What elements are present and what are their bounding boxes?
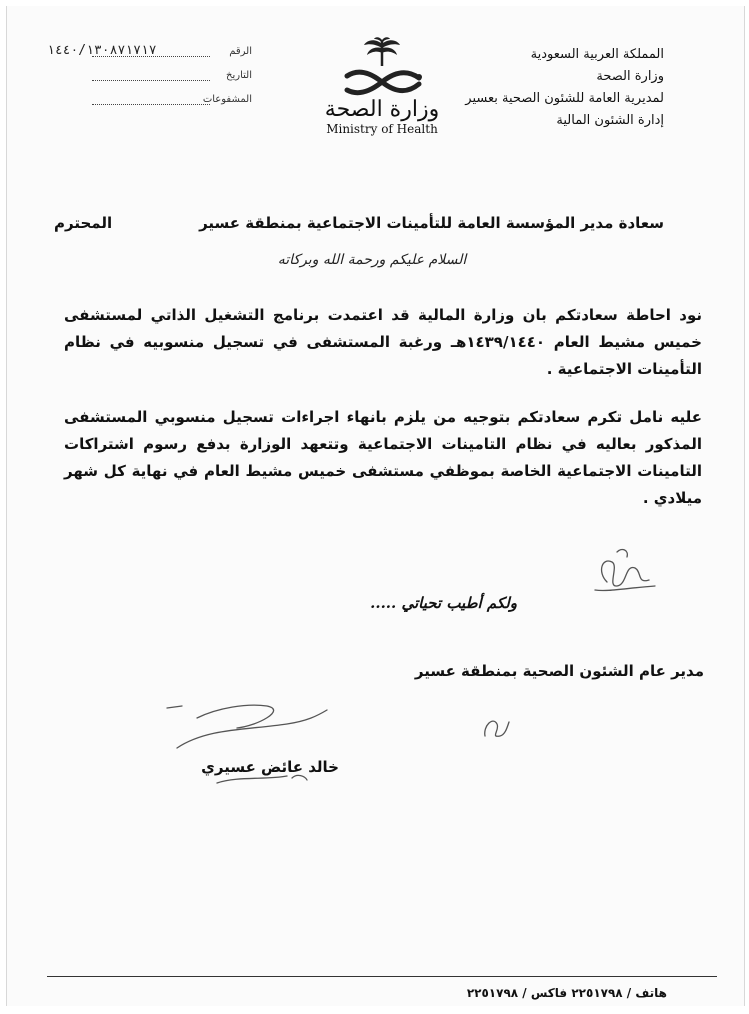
directorate-line: لمديرية العامة للشئون الصحية بعسير — [465, 91, 664, 106]
reference-fields — [47, 43, 252, 118]
palm-swords-emblem-icon — [337, 36, 427, 98]
signatory-name: خالد عائض عسيري — [201, 758, 339, 776]
kingdom-line: المملكة العربية السعودية — [530, 47, 664, 62]
attachments-label: المشفوعات — [202, 94, 252, 105]
ministry-line: وزارة الصحة — [596, 69, 664, 84]
document-page — [6, 6, 745, 1006]
recipient-line — [54, 214, 664, 232]
recipient-name: سعادة مدير المؤسسة العامة للتأمينات الاجتماعية بمنطقة عسير — [199, 214, 664, 232]
signature-icon — [157, 688, 357, 798]
ref-number-row — [47, 43, 252, 70]
date-label: التاريخ — [226, 70, 252, 81]
ref-label: الرقم — [229, 46, 252, 57]
ref-value: ١٤٤٠/١٣٠٨٧١٧١٧ — [47, 43, 157, 58]
logo-english-text: Ministry of Health — [326, 122, 438, 136]
honorific: المحترم — [54, 214, 113, 232]
closing-line: ولكم أطيب تحياتي ..... — [370, 594, 517, 612]
date-row — [47, 70, 252, 94]
footer-contact: هاتف / ٢٢٥١٧٩٨ فاكس / ٢٢٥١٧٩٨ — [466, 986, 667, 1000]
small-initial-icon — [475, 706, 515, 746]
paragraph-2: عليه نامل تكرم سعادتكم بتوجيه من يلزم بانهاء اجراءات تسجيل منسوبي المستشفى المذكور بعاليه في نظام التامينات الاجتماعية وتتعهد الوزارة بدفع رسوم اشتراكات التامينات الاجتماعية الخاصة بموظفي مستشفى خميس مشيط العام في نهاية كل شهر ميلادي . — [64, 408, 702, 507]
ministry-logo — [307, 36, 457, 156]
footer-divider — [47, 976, 717, 977]
signatory-title: مدير عام الشئون الصحية بمنطقة عسير — [414, 662, 704, 680]
attachments-row — [47, 94, 252, 118]
greeting: السلام عليكم ورحمة الله وبركاته — [277, 252, 467, 268]
department-line: إدارة الشئون المالية — [556, 113, 664, 128]
paragraph-1: نود احاطة سعادتكم بان وزارة المالية قد اعتمدت برنامج التشغيل الذاتي لمستشفى خميس مشيط العام ١٤٣٩/١٤٤٠هـ ورغبة المستشفى في تسجيل منسوبيه في نظام التأمينات الاجتماعية . — [64, 306, 702, 378]
logo-arabic-text: وزارة الصحة — [324, 97, 440, 122]
initial-signature-icon — [587, 542, 662, 602]
